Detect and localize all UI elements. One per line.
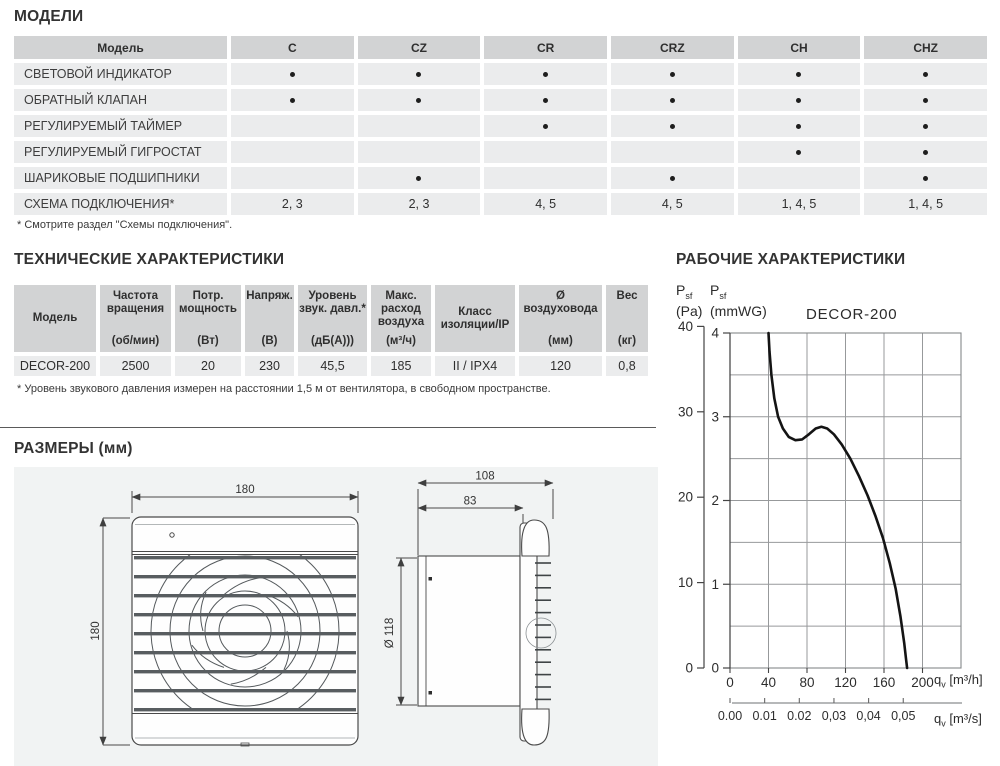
tech-value-cell: 2500	[100, 356, 171, 376]
models-col-header: CHZ	[864, 36, 987, 59]
value-cell: 2, 3	[231, 193, 354, 215]
value-cell	[358, 141, 481, 163]
value-cell	[484, 167, 607, 189]
models-col-header: CZ	[358, 36, 481, 59]
dim-duct-length: 83	[463, 495, 477, 508]
tech-col-header: Частота вращения (об/мин)	[100, 285, 171, 352]
svg-text:30: 30	[677, 404, 693, 420]
feature-dot	[670, 124, 675, 129]
value-cell	[864, 63, 987, 85]
feature-dot	[416, 98, 421, 103]
value-cell	[484, 63, 607, 85]
dim-front-height: 180	[90, 621, 102, 641]
feature-dot	[290, 98, 295, 103]
models-footnote: * Смотрите раздел "Схемы подключения".	[17, 219, 233, 231]
tech-footnote: * Уровень звукового давления измерен на расстоянии 1,5 м от вентилятора, в свободном пространстве.	[17, 383, 551, 395]
pa-axis-label: $P_{sf}$ (Pa)	[676, 282, 703, 319]
value-cell	[611, 115, 734, 137]
dimensions-section-title: РАЗМЕРЫ (мм)	[14, 440, 133, 457]
feature-dot	[416, 176, 421, 181]
feature-dot	[796, 150, 801, 155]
svg-text:80: 80	[799, 675, 815, 690]
models-col-header: CRZ	[611, 36, 734, 59]
svg-text:120: 120	[834, 675, 857, 690]
value-cell	[738, 167, 861, 189]
value-cell	[611, 141, 734, 163]
tech-value-cell: DECOR-200	[14, 356, 96, 376]
feature-dot	[923, 150, 928, 155]
models-col-header: CR	[484, 36, 607, 59]
feature-cell: РЕГУЛИРУЕМЫЙ ГИГРОСТАТ	[14, 141, 227, 163]
svg-text:40: 40	[677, 318, 693, 334]
value-cell	[611, 63, 734, 85]
value-cell	[864, 141, 987, 163]
feature-dot	[923, 176, 928, 181]
feature-dot	[543, 124, 548, 129]
svg-text:0,03: 0,03	[821, 709, 847, 723]
svg-text:20: 20	[677, 489, 693, 505]
value-cell	[231, 89, 354, 111]
value-cell	[484, 141, 607, 163]
value-cell: 1, 4, 5	[738, 193, 861, 215]
feature-cell: СВЕТОВОЙ ИНДИКАТОР	[14, 63, 227, 85]
value-cell	[611, 167, 734, 189]
svg-text:3: 3	[711, 409, 719, 425]
value-cell	[358, 167, 481, 189]
tech-col-header: Уровень звук. давл.* (дБ(А)))	[298, 285, 367, 352]
tech-col-header: Класс изоляции/IP	[435, 285, 515, 352]
tech-col-header: Потр. мощность (Вт)	[175, 285, 241, 352]
feature-dot	[670, 176, 675, 181]
section-divider	[0, 427, 656, 428]
tech-col-header: Ø воздуховода (мм)	[519, 285, 602, 352]
svg-text:10: 10	[677, 575, 693, 591]
mmwg-axis-label: $P_{sf}$ (mmWG)	[710, 282, 767, 319]
models-corner-header: Модель	[14, 36, 227, 59]
value-cell	[738, 89, 861, 111]
chart-title: DECOR-200	[806, 306, 898, 323]
value-cell: 4, 5	[611, 193, 734, 215]
value-cell	[358, 63, 481, 85]
feature-dot	[670, 72, 675, 77]
svg-text:0.00: 0.00	[717, 709, 743, 723]
fan-side-view	[418, 520, 556, 745]
svg-text:2: 2	[711, 493, 719, 508]
value-cell	[358, 115, 481, 137]
svg-text:0: 0	[711, 660, 719, 676]
svg-text:0,05: 0,05	[891, 709, 916, 723]
svg-text:4: 4	[711, 325, 719, 341]
feature-cell: ОБРАТНЫЙ КЛАПАН	[14, 89, 227, 111]
models-table	[14, 36, 987, 215]
svg-text:0.02: 0.02	[787, 709, 812, 723]
svg-text:0,04: 0,04	[856, 709, 881, 723]
tech-value-cell: 0,8	[606, 356, 648, 376]
svg-text:200: 200	[911, 675, 934, 690]
value-cell	[358, 89, 481, 111]
value-cell	[864, 89, 987, 111]
feature-cell: ШАРИКОВЫЕ ПОДШИПНИКИ	[14, 167, 227, 189]
tech-value-cell: 230	[245, 356, 294, 376]
value-cell	[231, 167, 354, 189]
dim-front-width: 180	[235, 484, 255, 496]
feature-dot	[543, 72, 548, 77]
performance-section-title: РАБОЧИЕ ХАРАКТЕРИСТИКИ	[676, 251, 906, 268]
value-cell	[231, 63, 354, 85]
feature-dot	[923, 72, 928, 77]
tech-value-cell: 20	[175, 356, 241, 376]
svg-text:1: 1	[711, 576, 719, 592]
tech-value-cell: 185	[371, 356, 431, 376]
feature-dot	[923, 98, 928, 103]
value-cell	[864, 115, 987, 137]
models-section-title: МОДЕЛИ	[14, 8, 84, 25]
tech-col-header: Макс. расход воздуха (м³/ч)	[371, 285, 431, 352]
value-cell: 2, 3	[358, 193, 481, 215]
feature-dot	[923, 124, 928, 129]
value-cell	[611, 89, 734, 111]
chart-canvas	[660, 280, 1000, 766]
value-cell	[738, 63, 861, 85]
dim-depth-total: 108	[475, 470, 495, 483]
fan-front-view	[132, 517, 358, 746]
models-col-header: C	[231, 36, 354, 59]
tech-specs-table	[14, 285, 647, 376]
value-cell	[484, 89, 607, 111]
tech-value-cell: II / IPX4	[435, 356, 515, 376]
feature-dot	[290, 72, 295, 77]
svg-text:0.01: 0.01	[752, 709, 777, 723]
svg-text:40: 40	[760, 675, 777, 690]
value-cell	[231, 141, 354, 163]
tech-col-header: Напряж. (В)	[245, 285, 294, 352]
x-axis-h-label: $q_v$ [m³/h]	[934, 672, 983, 690]
value-cell	[864, 167, 987, 189]
feature-cell: СХЕМА ПОДКЛЮЧЕНИЯ*	[14, 193, 227, 215]
feature-dot	[670, 98, 675, 103]
value-cell	[484, 115, 607, 137]
svg-text:0: 0	[726, 675, 734, 690]
tech-value-cell: 45,5	[298, 356, 367, 376]
value-cell: 4, 5	[484, 193, 607, 215]
value-cell	[738, 115, 861, 137]
feature-dot	[416, 72, 421, 77]
x-axis-s-label: $q_v$ [m³/s]	[934, 711, 982, 729]
feature-cell: РЕГУЛИРУЕМЫЙ ТАЙМЕР	[14, 115, 227, 137]
feature-dot	[796, 124, 801, 129]
tech-section-title: ТЕХНИЧЕСКИЕ ХАРАКТЕРИСТИКИ	[14, 251, 285, 268]
svg-text:0: 0	[685, 660, 693, 676]
tech-col-header: Вес (кг)	[606, 285, 648, 352]
tech-value-cell: 120	[519, 356, 602, 376]
dim-duct-diameter: Ø 118	[384, 617, 396, 649]
value-cell	[231, 115, 354, 137]
feature-dot	[543, 98, 548, 103]
tech-col-header: Модель	[14, 285, 96, 352]
fan-dimension-drawing	[14, 467, 658, 766]
performance-chart	[660, 280, 1000, 766]
value-cell	[738, 141, 861, 163]
svg-text:160: 160	[872, 675, 896, 690]
value-cell: 1, 4, 5	[864, 193, 987, 215]
feature-dot	[796, 98, 801, 103]
feature-dot	[796, 72, 801, 77]
models-col-header: CH	[738, 36, 861, 59]
dimensions-drawing-panel	[14, 467, 658, 766]
